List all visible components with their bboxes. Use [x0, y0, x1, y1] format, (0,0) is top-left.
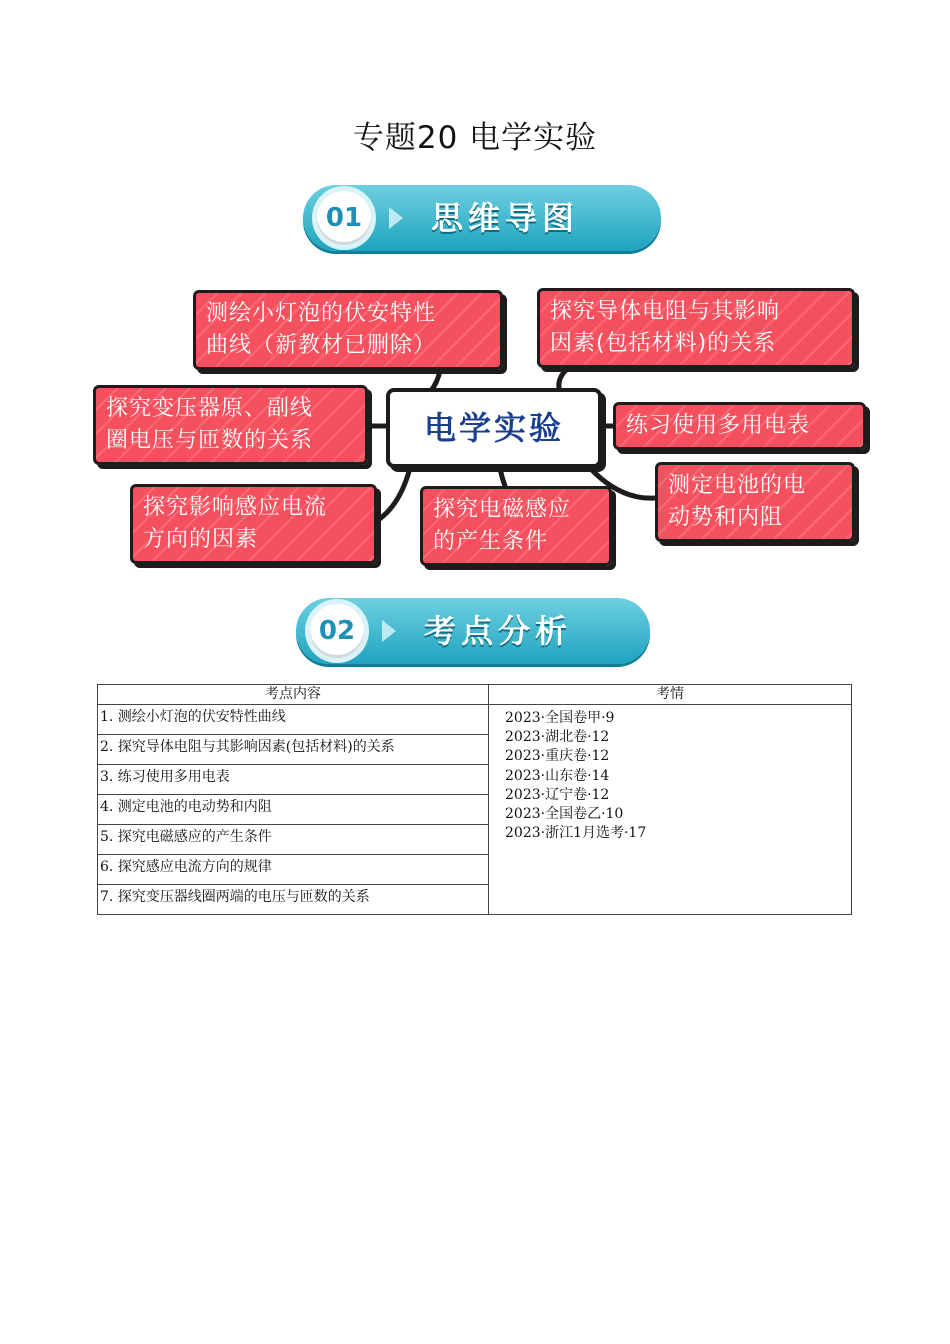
exam-situation-item: 2023·浙江1月选考·17 — [505, 825, 647, 842]
exam-situation-item: 2023·全国卷甲·9 — [505, 710, 615, 726]
mindmap-node-multimeter — [613, 402, 866, 450]
node-text-line: 的产生条件 — [433, 529, 549, 554]
node-text-line: 练习使用多用电表 — [626, 413, 811, 438]
mindmap-node-induced-current — [130, 484, 377, 564]
node-text-line: 动势和内阻 — [668, 505, 784, 530]
section-label: 思维导图 — [431, 199, 580, 237]
column-header-situation: 考情 — [489, 685, 852, 705]
section-number: 01 — [317, 191, 371, 245]
mindmap-node-resistance — [537, 288, 855, 368]
exam-situation-item: 2023·重庆卷·12 — [505, 748, 610, 765]
exam-situation-item: 2023·辽宁卷·12 — [505, 786, 610, 803]
connector-line — [378, 468, 410, 520]
node-text-line: 探究影响感应电流 — [143, 495, 328, 520]
exam-point-cell: 6. 探究感应电流方向的规律 — [98, 855, 489, 885]
node-text-line: 测绘小灯泡的伏安特性 — [206, 301, 437, 326]
mindmap-center: 电学实验 — [386, 388, 602, 468]
exam-point-cell: 1. 测绘小灯泡的伏安特性曲线 — [98, 705, 489, 735]
connector-line — [500, 468, 505, 486]
mindmap-node-transformer — [93, 385, 368, 465]
exam-situation-cell — [489, 705, 852, 915]
exam-situation-item: 2023·湖北卷·12 — [505, 729, 610, 746]
node-text-line: 圈电压与匝数的关系 — [106, 428, 314, 453]
exam-point-cell: 7. 探究变压器线圈两端的电压与匝数的关系 — [98, 885, 489, 915]
chevron-right-icon — [382, 620, 396, 642]
section-label: 考点分析 — [424, 612, 573, 650]
exam-point-cell: 2. 探究导体电阻与其影响因素(包括材料)的关系 — [98, 735, 489, 765]
exam-point-cell: 4. 测定电池的电动势和内阻 — [98, 795, 489, 825]
mindmap-node-em-induction — [420, 486, 612, 566]
mindmap-node-battery-emf — [655, 462, 855, 542]
node-text-line: 方向的因素 — [143, 527, 259, 552]
node-text-line: 因素(包括材料)的关系 — [550, 331, 777, 356]
exam-situation-item: 2023·全国卷乙·10 — [505, 806, 624, 823]
section-banner-analysis — [296, 598, 650, 664]
exam-points-table — [97, 684, 852, 915]
section-number: 02 — [310, 604, 364, 658]
mindmap-node-voltammetry — [193, 290, 503, 370]
node-text-line: 探究电磁感应 — [433, 497, 572, 522]
node-text-line: 探究变压器原、副线 — [106, 396, 314, 421]
node-text-line: 测定电池的电 — [668, 473, 807, 498]
page-title: 专题20 电学实验 — [352, 120, 598, 156]
exam-point-cell: 5. 探究电磁感应的产生条件 — [98, 825, 489, 855]
column-header-content: 考点内容 — [98, 685, 489, 705]
table-row — [98, 705, 852, 735]
node-text-line: 曲线（新教材已删除） — [206, 333, 437, 358]
node-text-line: 探究导体电阻与其影响 — [550, 299, 781, 324]
table-header-row — [98, 685, 852, 705]
exam-point-cell: 3. 练习使用多用电表 — [98, 765, 489, 795]
exam-situation-item: 2023·山东卷·14 — [505, 767, 610, 784]
